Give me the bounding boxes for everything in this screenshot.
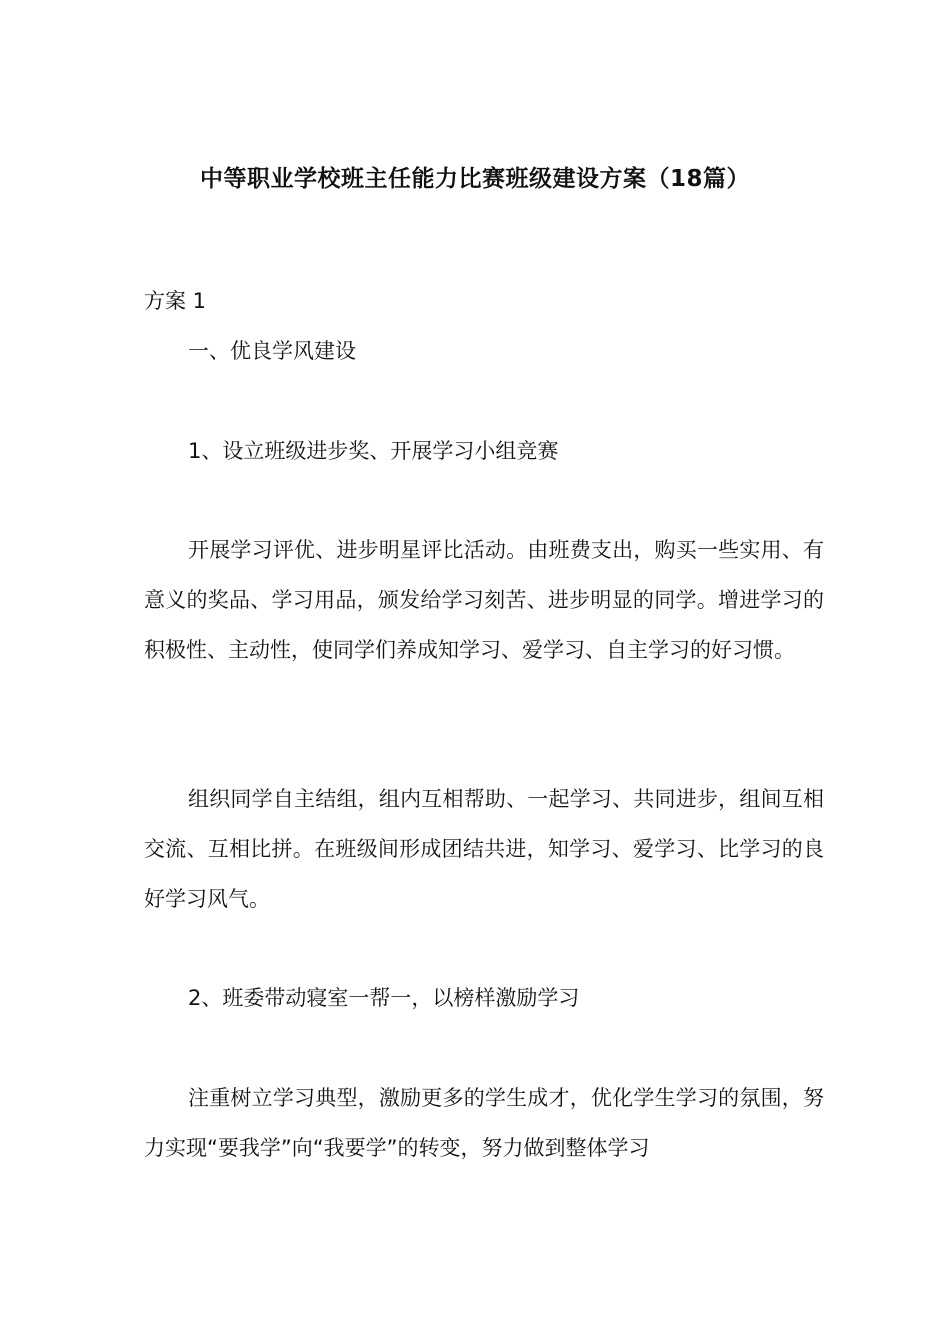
- paragraph-2: 组织同学自主结组，组内互相帮助、一起学习、共同进步，组间互相交流、互相比拼。在班级间形成团结共进，知学习、爱学习、比学习的良好学习风气。: [144, 787, 824, 911]
- document-title: 中等职业学校班主任能力比赛班级建设方案（18篇）: [199, 166, 750, 192]
- item-heading-1: 1、设立班级进步奖、开展学习小组竞赛: [188, 439, 559, 463]
- scheme-label: 方案 1: [144, 289, 207, 313]
- section-heading: 一、优良学风建设: [188, 339, 356, 363]
- paragraph-3: 注重树立学习典型，激励更多的学生成才，优化学生学习的氛围，努力实现“要我学”向“我要学”的转变，努力做到整体学习: [144, 1086, 824, 1160]
- item-heading-2: 2、班委带动寝室一帮一，以榜样激励学习: [188, 986, 580, 1010]
- paragraph-1: 开展学习评优、进步明星评比活动。由班费支出，购买一些实用、有意义的奖品、学习用品，颁发给学习刻苦、进步明显的同学。增进学习的积极性、主动性，使同学们养成知学习、爱学习、自主学习的好习惯。: [144, 538, 824, 662]
